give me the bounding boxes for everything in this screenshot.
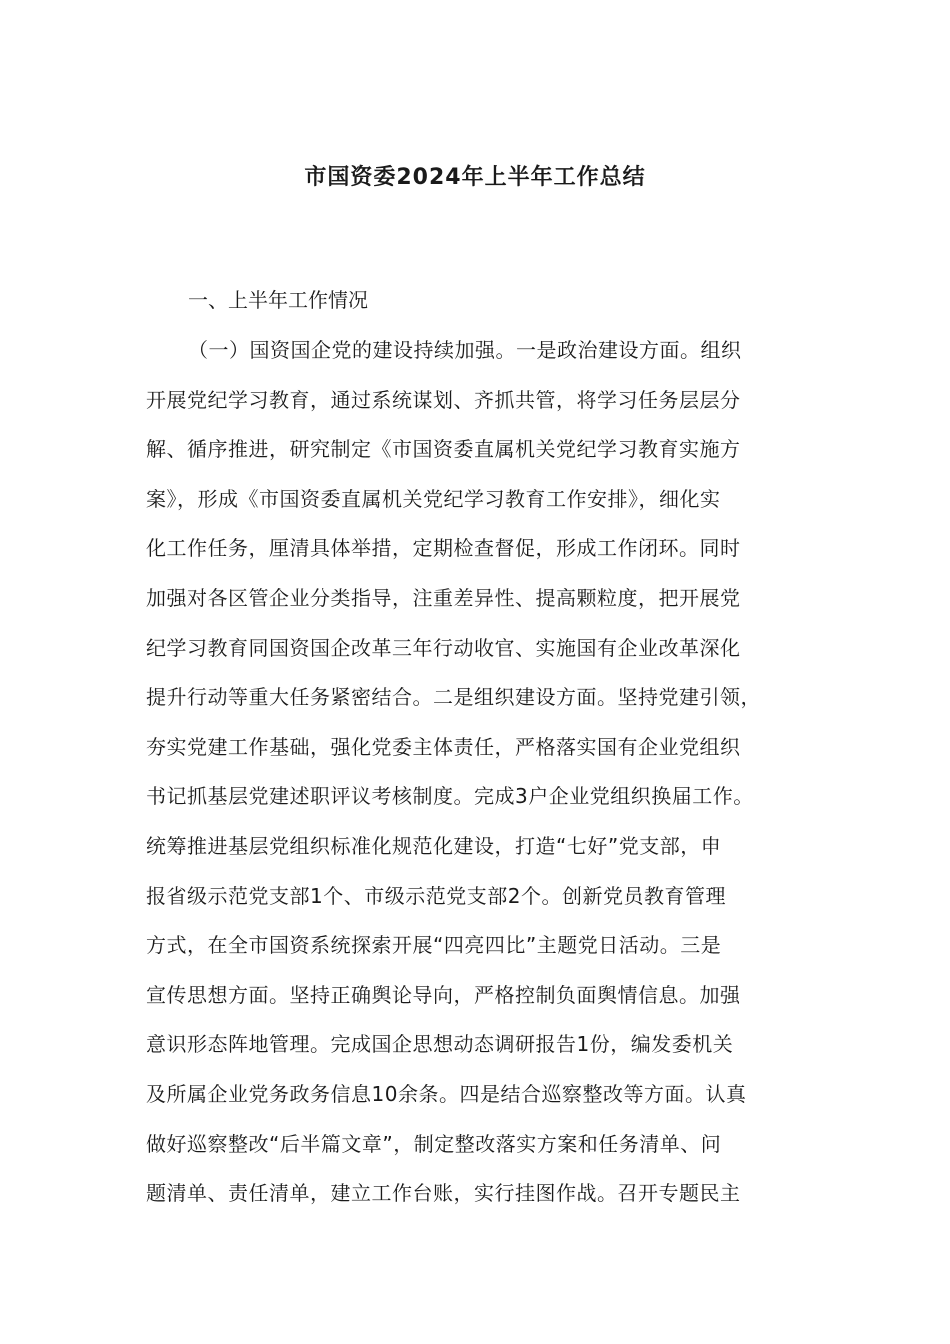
paragraph-line: 宣传思想方面。坚持正确舆论导向，严格控制负面舆情信息。加强 (146, 982, 741, 1007)
paragraph-line: 意识形态阵地管理。完成国企思想动态调研报告1份，编发委机关 (146, 1032, 734, 1057)
paragraph-line: 加强对各区管企业分类指导，注重差异性、提高颗粒度，把开展党 (146, 586, 741, 610)
paragraph-line: （一）国资国企党的建设持续加强。一是政治建设方面。组织 (188, 338, 742, 362)
paragraph-line: 做好巡察整改“后半篇文章”，制定整改落实方案和任务清单、问 (146, 1131, 722, 1156)
paragraph-line: 开展党纪学习教育，通过系统谋划、齐抓共管，将学习任务层层分 (146, 387, 741, 412)
paragraph-line: 案》，形成《市国资委直属机关党纪学习教育工作安排》，细化实 (146, 486, 721, 511)
paragraph-line: 报省级示范党支部1个、市级示范党支部2个。创新党员教育管理 (146, 883, 726, 908)
paragraph-line: 及所属企业党务政务信息10余条。四是结合巡察整改等方面。认真 (146, 1082, 747, 1106)
paragraph-line: 统筹推进基层党组织标准化规范化建设，打造“七好”党支部，申 (146, 834, 722, 858)
paragraph-line: 方式，在全市国资系统探索开展“四亮四比”主题党日活动。三是 (146, 933, 722, 958)
paragraph-line: 纪学习教育同国资国企改革三年行动收官、实施国有企业改革深化 (146, 635, 741, 660)
paragraph-line: 书记抓基层党建述职评议考核制度。完成3户企业党组织换届工作。 (146, 784, 754, 809)
paragraph-line: 题清单、责任清单，建立工作台账，实行挂图作战。召开专题民主 (146, 1181, 741, 1206)
paragraph-line: 化工作任务，厘清具体举措，定期检查督促，形成工作闭环。同时 (146, 536, 741, 561)
document-title: 市国资委2024年上半年工作总结 (304, 165, 646, 190)
paragraph-line: 解、循序推进，研究制定《市国资委直属机关党纪学习教育实施方 (146, 437, 741, 462)
paragraph-line: 提升行动等重大任务紧密结合。二是组织建设方面。坚持党建引领， (146, 685, 761, 710)
section-heading: 一、上半年工作情况 (188, 288, 368, 312)
paragraph-line: 夯实党建工作基础，强化党委主体责任，严格落实国有企业党组织 (146, 734, 741, 759)
